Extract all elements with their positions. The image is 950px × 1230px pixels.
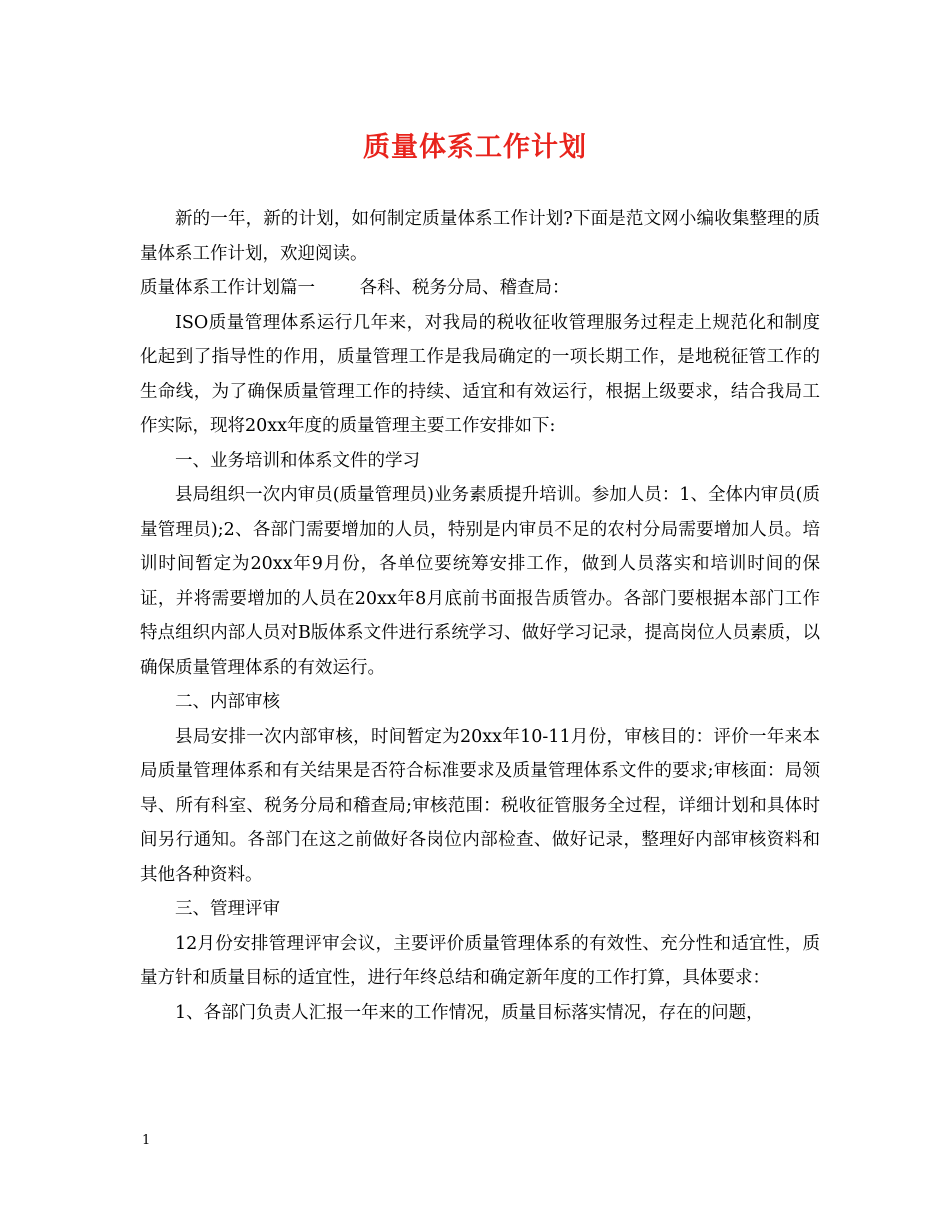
section-heading-review: 三、管理评审 bbox=[175, 899, 280, 919]
review-item-1: 1、各部门负责人汇报一年来的工作情况，质量目标落实情况，存在的问题， bbox=[175, 1002, 764, 1023]
page-number: 1 bbox=[142, 1133, 151, 1148]
section-heading-training: 一、业务培训和体系文件的学习 bbox=[175, 450, 420, 471]
training-paragraph: 县局组织一次内审员(质量管理员)业务素质提升培训。参加人员：1、全体内审员(质量管理员);2、各部门需要增加的人员，特别是内审员不足的农村分局需要增加人员。培训时间暂定为20xx年9月份，各单位要统筹安排工作，做到人员落实和培训时间的保证，并将需要增加的人员在20xx年8月底前书面报告质管办。各部门要根据本部门工作特点组织内部人员对B版体系文件进行系统学习、做好学习记录，提高岗位人员素质，以确保质量管理体系的有效运行。 bbox=[140, 485, 820, 678]
intro-paragraph: 新的一年，新的计划，如何制定质量体系工作计划?下面是范文网小编收集整理的质量体系工作计划，欢迎阅读。 bbox=[140, 209, 820, 264]
document-body bbox=[140, 202, 820, 1030]
overview-paragraph: ISO质量管理体系运行几年来，对我局的税收征收管理服务过程走上规范化和制度化起到了指导性的作用，质量管理工作是我局确定的一项长期工作，是地税征管工作的生命线，为了确保质量管理工作的持续、适宜和有效运行，根据上级要求，结合我局工作实际，现将20xx年度的质量管理主要工作安排如下: bbox=[140, 312, 820, 436]
document-title: 质量体系工作计划 bbox=[363, 132, 587, 163]
audit-paragraph: 县局安排一次内部审核，时间暂定为20xx年10-11月份，审核目的：评价一年来本局质量管理体系和有关结果是否符合标准要求及质量管理体系文件的要求;审核面：局领导、所有科室、税务分局和稽查局;审核范围：税收征管服务全过程，详细计划和具体时间另行通知。各部门在这之前做好各岗位内部检查、做好记录，整理好内部审核资料和其他各种资料。 bbox=[140, 726, 820, 885]
section-heading-audit: 二、内部审核 bbox=[175, 692, 280, 712]
review-paragraph: 12月份安排管理评审会议，主要评价质量管理体系的有效性、充分性和适宜性，质量方针和质量目标的适宜性，进行年终总结和确定新年度的工作打算，具体要求： bbox=[140, 933, 820, 988]
section-header-line: 质量体系工作计划篇一 各科、税务分局、稽查局： bbox=[140, 278, 570, 298]
